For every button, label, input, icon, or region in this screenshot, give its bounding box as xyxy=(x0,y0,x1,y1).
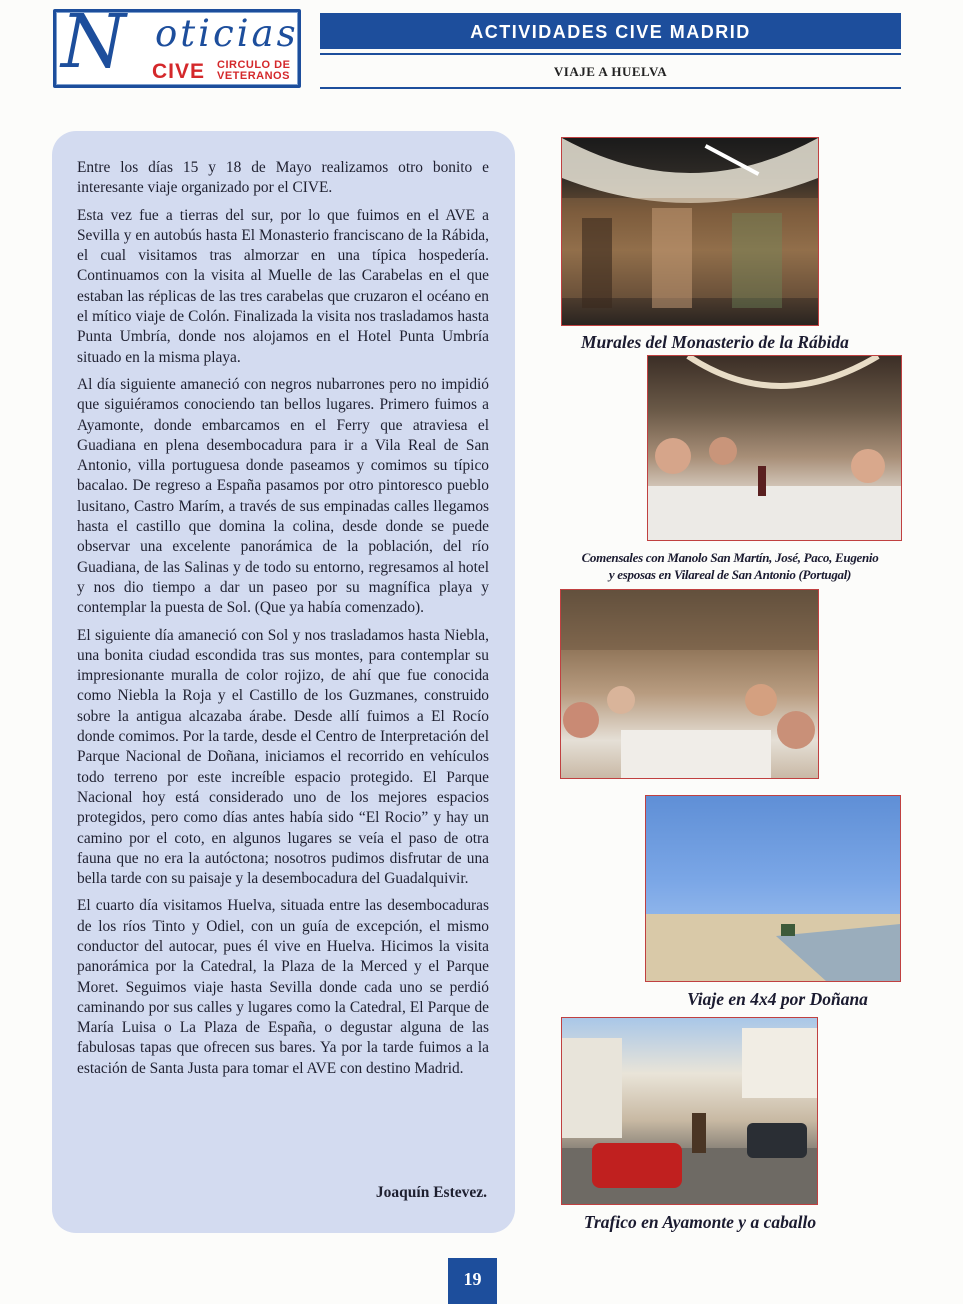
diners-illustration xyxy=(648,356,901,540)
article-paragraph: El cuarto día visitamos Huelva, situada entre las desembocaduras de los ríos Tinto y Odiel, con un guía de excepción, el mismo conductor del autocar, pues él vive en Huelva. Hicimos la visita panorámica por la Catedral, la Plaza de la Merced y el Parque Moret. Seguimos viaje hasta Sevilla donde cada uno se perdió caminando por sus calles y lugares como la Catedral, El Parque de María Luisa o La Plaza de España, o degustar alguna de las fabulosas tapas que ofrecen sus bares. Ya por la tarde fuimos a la estación de Santa Justa para tomar el AVE con destino Madrid. xyxy=(77,897,489,1077)
logo-circulo-line1: CIRCULO DE xyxy=(217,59,291,71)
caption-comensales xyxy=(555,549,905,583)
logo-frame xyxy=(56,0,299,85)
article-paragraph: El siguiente día amaneció con Sol y nos trasladamos hasta Niebla, una bonita ciudad escondida tras sus montes, para contemplar su impresionante muralla de color rojizo, de ahí que fue conocida como Niebla la Roja y el Castillo de los Guzmanes, construido sobre la antigua alcazaba árabe. Desde allí fuimos a El Rocío donde comimos. Por la tarde, desde el Centro de Interpretación del Parque Nacional de Doñana, iniciamos el recorrido en vehículos todo terreno por este increíble espacio protegido. El Parque Nacional hoy está considerado uno de los mejores espacios protegidos, pero como días antes había sido “El Rocio” y hay un camino por el coto, en algunos lugares se veía el paso de otra fauna que no era la autóctona; nosotros pudimos disfrutar de una bella tarde con su paisaje y la desembocadura del Guadalquivir. xyxy=(77,626,489,888)
photo-murales xyxy=(561,137,819,326)
caption-ayamonte: Trafico en Ayamonte y a caballo xyxy=(583,1212,817,1232)
photo-comensales xyxy=(647,355,902,541)
beach-illustration xyxy=(646,796,900,981)
section-subtitle: VIAJE A HUELVA xyxy=(553,64,668,79)
section-banner: ACTIVIDADES CIVE MADRID xyxy=(320,13,901,49)
caption-murales: Murales del Monasterio de la Rábida xyxy=(581,332,849,352)
article-paragraph: Entre los días 15 y 18 de Mayo realizamos otro bonito e interesante viaje organizado por el CIVE. xyxy=(77,159,489,197)
mural-illustration xyxy=(562,138,818,325)
logo-initial: N xyxy=(61,0,126,85)
header-rule-bottom xyxy=(320,87,901,89)
caption-comensales-line1: Comensales con Manolo San Martín, José, Paco, Eugenio xyxy=(581,550,879,565)
group-illustration xyxy=(561,590,818,778)
caption-donana: Viaje en 4x4 por Doñana xyxy=(687,989,868,1009)
logo-circulo xyxy=(217,60,290,82)
page-number: 19 xyxy=(448,1258,497,1304)
logo-cive: CIVE xyxy=(152,60,206,83)
photo-restaurant-group xyxy=(560,589,819,779)
street-illustration xyxy=(562,1018,817,1204)
logo-circulo-line2: VETERANOS xyxy=(217,70,290,82)
caption-comensales-line2: y esposas en Vilareal de San Antonio (Portugal) xyxy=(608,567,852,582)
logo-word: oticias xyxy=(155,12,299,55)
header-rule-top xyxy=(320,53,901,55)
article-paragraph: Esta vez fue a tierras del sur, por lo que fuimos en el AVE a Sevilla y en autobús hasta El Monasterio franciscano de la Rábida, el cual visitamos tras almorzar en una típica hospedería. Continuamos con la visita al Muelle de las Carabelas en el que estaban las réplicas de las tres carabelas que cruzaron el océano en el mítico viaje de Colón. Finalizada la visita nos trasladamos hasta Punta Umbría, donde nos alojamos en el Hotel Punta Umbría situado en la misma playa. xyxy=(77,206,489,366)
noticias-cive-logo xyxy=(53,0,301,88)
article-author: Joaquín Estevez. xyxy=(375,1184,487,1201)
photo-donana-beach xyxy=(645,795,901,982)
photo-ayamonte-street xyxy=(561,1017,818,1205)
article-body xyxy=(77,158,489,1086)
article-paragraph: Al día siguiente amaneció con negros nubarrones pero no impidió que siguiéramos conociendo tan bellos lugares. Primero fuimos a Ayamonte, donde embarcamos en el Ferry que atraviesa el Guadiana en plena desembocadura para ir a Vila Real de San Antonio, villa portuguesa donde paseamos y comimos su típico bacalao. De regreso a España pasamos por otro pintoresco pueblo lusitano, Castro Marím, a través de sus empinadas calles llegamos hasta el castillo que domina la colina, desde donde se puede observar una excelente panorámica de la población, del río Guadiana, de las Salinas y de todo su entorno, regresamos al hotel y nos dio tiempo a dar un paseo por su magnífica playa y contemplar la puesta de Sol. (Que ya había comenzado). xyxy=(77,375,489,617)
